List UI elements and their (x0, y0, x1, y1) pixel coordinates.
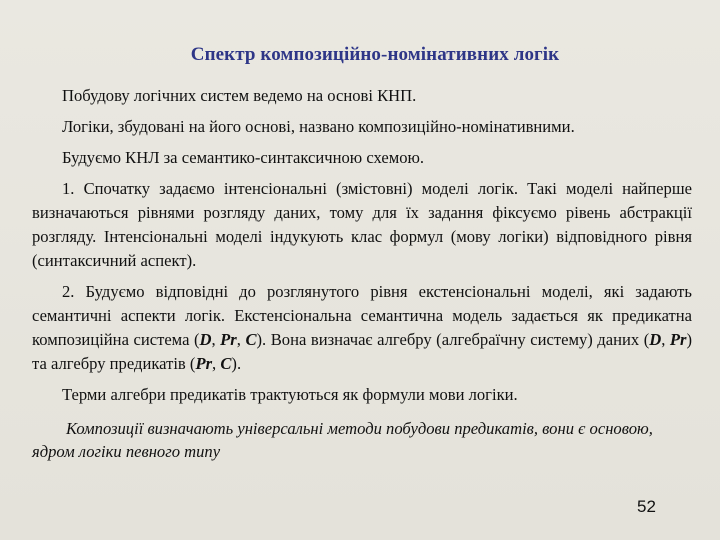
symbol-d: D (199, 330, 212, 349)
symbol-c: C (245, 330, 257, 349)
step-2-text-1: 2. Будуємо відповідні до розглянутого рівня екстенсіональні моделі, які задають семантичні аспекти логік. Екстенсіональна семантична модель задається як предикатна композиційна система ( (32, 282, 692, 349)
step-2-text-4: ). (231, 354, 242, 373)
separator: , (236, 330, 246, 349)
paragraph-knp-basis: Побудову логічних систем ведемо на основі КНП. (62, 86, 417, 105)
paragraph-logics-naming: Логіки, збудовані на його основі, названо композиційно-номінативними. (62, 117, 575, 136)
separator: , (661, 330, 670, 349)
symbol-pr: Pr (195, 354, 213, 373)
paragraph-step-1: 1. Спочатку задаємо інтенсіональні (змістовні) моделі логік. Такі моделі найперше визначаються рівнями розгляду даних, тому для їх задання фіксуємо рівень абстракції розгляду. Інтенсіональні моделі індукують клас формул (мову логіки) відповідного рівня (синтаксичний аспект). (32, 179, 692, 270)
symbol-c: C (220, 354, 232, 373)
page-number: 52 (637, 497, 656, 516)
paragraph-scheme: Будуємо КНЛ за семантико-синтаксичною схемою. (62, 148, 425, 167)
step-2-text-2: ). Вона визначає алгебру (алгебраїчну систему) даних ( (256, 330, 650, 349)
slide-body (32, 84, 692, 463)
slide-title: Спектр композиційно-номінативних логік (190, 44, 560, 65)
symbol-d: D (649, 330, 662, 349)
paragraph-step-2 (32, 280, 692, 376)
separator: , (211, 330, 221, 349)
italic-note: Композиції визначають універсальні методи побудови предикатів, вони є основою, ядром логіки певного типу (32, 419, 653, 461)
symbol-pr: Pr (220, 330, 237, 349)
symbol-pr: Pr (669, 330, 687, 349)
paragraph-terms: Терми алгебри предикатів трактуються як формули мови логіки. (62, 385, 518, 404)
separator: , (212, 354, 221, 373)
step-2-text-3: ) та алгебру предикатів ( (32, 330, 693, 373)
